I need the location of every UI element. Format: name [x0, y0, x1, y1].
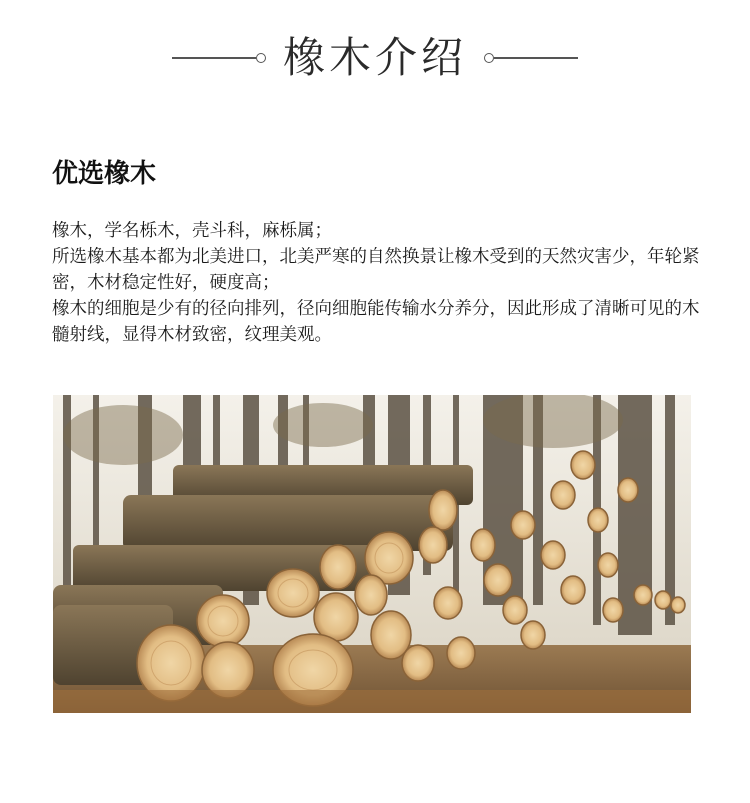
description-text	[52, 218, 702, 348]
oak-logs-photo	[53, 395, 691, 713]
description-paragraph: 橡木，学名栎木，壳斗科，麻栎属；	[52, 221, 332, 241]
section-title-row	[0, 28, 750, 88]
description-paragraph: 橡木的细胞是少有的径向排列，径向细胞能传输水分养分，因此形成了清晰可见的木髓射线，显得木材致密，纹理美观。	[52, 299, 700, 345]
title-divider-right	[494, 57, 578, 59]
title-ornament-left	[256, 53, 266, 63]
oak-logs-illustration	[53, 395, 691, 713]
page-title: 橡木介绍	[282, 33, 467, 82]
title-ornament-right	[484, 53, 494, 63]
title-divider-left	[172, 57, 256, 59]
section-heading: 优选橡木	[52, 159, 157, 189]
description-paragraph: 所选橡木基本都为北美进口，北美严寒的自然换景让橡木受到的天然灾害少，年轮紧密，木材稳定性好，硬度高；	[52, 247, 700, 293]
